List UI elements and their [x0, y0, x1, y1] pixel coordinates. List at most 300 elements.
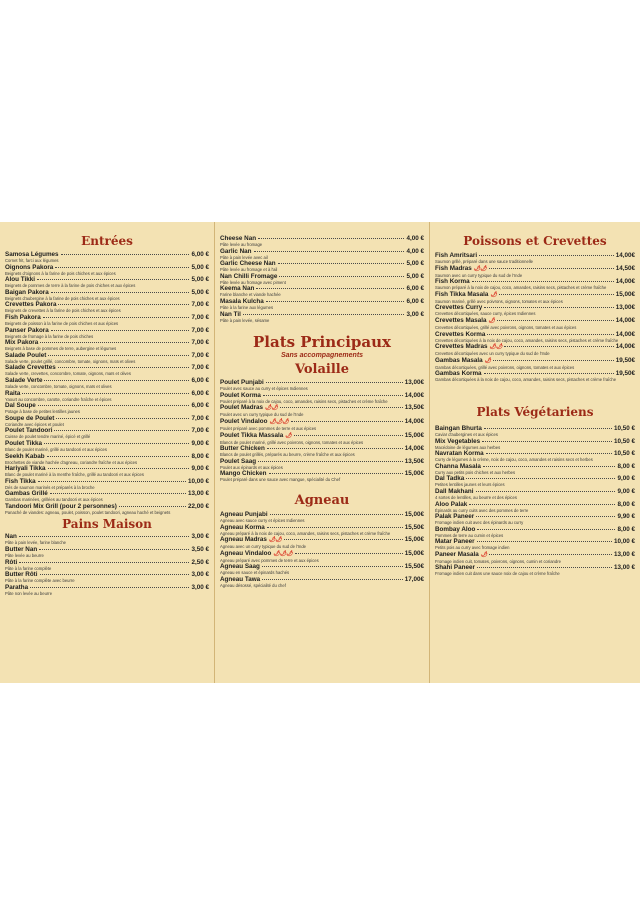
menu-section [5, 234, 209, 515]
dish-price: 5,00 € [406, 272, 424, 280]
dish-name: Paneer Masala [435, 550, 479, 558]
menu-item [435, 513, 635, 520]
dish-price: 6,00 € [406, 297, 424, 305]
dotted-leader [47, 456, 190, 457]
dish-description: Salade verte, concombre, tomate, oignons, maïs et olives [5, 383, 112, 389]
dish-name: Paratha [5, 583, 29, 591]
dish-description: Coriandre avec épices et poulet [5, 421, 64, 427]
dish-description: Gambas marinées, grillées au tandoori et aux épices [5, 497, 103, 503]
menu-item [5, 276, 209, 283]
dish-description: Poulet avec sauce au curry et épices Indiennes [220, 386, 308, 392]
dotted-leader [499, 294, 614, 295]
menu-item [220, 260, 424, 267]
dish-name: Oignons Pakora [5, 263, 54, 271]
dotted-leader [256, 288, 404, 289]
dish-price: 3,00 € [191, 571, 209, 579]
dish-name: Butter Chicken [220, 445, 265, 453]
dotted-leader [43, 317, 190, 318]
dish-price: 7,00 € [191, 326, 209, 334]
dotted-leader [38, 481, 186, 482]
dotted-leader [477, 567, 612, 568]
dotted-leader [487, 334, 613, 335]
dotted-leader [266, 382, 403, 383]
dish-price: 10,00 € [613, 538, 635, 546]
dish-price: 6,00 € [191, 389, 209, 397]
menu-item [220, 248, 424, 255]
menu-item [220, 536, 424, 544]
menu-section [220, 362, 424, 483]
dish-name: Gambas Korma [435, 370, 482, 378]
menu-item [5, 415, 209, 422]
dish-price: 6,00 € [191, 376, 209, 384]
menu-item [220, 470, 424, 477]
dish-description: Blanc de poulet mariné, grillé au tandoori et aux épices [5, 446, 107, 452]
dish-price: 8,00 € [191, 452, 209, 460]
dish-price: 19,50€ [615, 356, 635, 364]
dish-description: Agneau avec sauce curry et épices Indiennes [220, 517, 305, 523]
dish-price: 15,00€ [404, 431, 424, 439]
dish-description: Poulet aux épinards et aux épices [220, 464, 283, 470]
dish-description: Beignets d'aubergine à la farine de pois chiches et aux épices [5, 295, 120, 301]
dish-price: 13,00 € [187, 490, 209, 498]
dish-name: Navratan Korma [435, 450, 484, 458]
dish-name: Raita [5, 389, 21, 397]
dish-name: Garlic Cheese Nan [220, 260, 276, 268]
dotted-leader [497, 320, 614, 321]
dotted-leader [19, 562, 189, 563]
dish-description: Salade verte, crevettes, concombre, tomate, oignons, maïs et olives [5, 371, 131, 377]
dish-description: Crevettes décortiquées, sauce curry, épices Indiennes [435, 311, 536, 317]
menu-item [5, 546, 209, 553]
dotted-leader [258, 461, 403, 462]
dish-name: Salade Crevettes [5, 364, 56, 372]
dish-price: 14,00€ [615, 316, 635, 324]
dish-name: Salade Poulet [5, 351, 47, 359]
dish-price: 4,00 € [406, 247, 424, 255]
dish-name: Samosa Légumes [5, 251, 59, 258]
menu-column-1 [0, 222, 215, 683]
dish-name: Fish Pakora [5, 313, 41, 321]
dish-name: Poulet Tikka [5, 439, 42, 447]
menu-item [435, 450, 635, 457]
dish-description: Poulet préparé à la noix de cajou, coco, amandes, raisins secs, pistaches et crème fraîche [220, 398, 388, 404]
dish-name: Keema Nan [220, 285, 255, 293]
dish-name: Butter Nan [5, 546, 38, 554]
dish-price: 15,00€ [404, 549, 424, 557]
menu-item [5, 440, 209, 447]
dotted-leader [48, 468, 190, 469]
chili-pepper-icon: 🌶🌶 [489, 344, 503, 351]
dotted-leader [469, 504, 615, 505]
dish-price: 14,00€ [404, 445, 424, 453]
dish-price: 2,50 € [191, 558, 209, 566]
dish-name: Butter Rôti [5, 571, 38, 579]
dish-price: 7,00 € [191, 351, 209, 359]
dish-price: 7,00 € [191, 301, 209, 309]
dish-description: Saumon préparé à la noix de cajou, coco, amandes, raisins secs, pistaches et crème fraîche [435, 285, 607, 291]
section-title: Plats Principaux [253, 333, 391, 352]
dotted-leader [54, 430, 189, 431]
dotted-leader [269, 473, 403, 474]
dish-price: 9,00 € [617, 487, 635, 495]
menu-item [220, 576, 424, 583]
dish-description: Gambas décortiquées, grillé avec poivrons, oignons, tomates et aux épices [435, 364, 575, 370]
dish-name: Poulet Tikka Massala [220, 431, 284, 439]
dotted-leader [262, 566, 403, 567]
dish-description: Pâte à la farine complète avec beurre [5, 578, 75, 584]
menu-item [5, 465, 209, 472]
dish-description: Crevettes décortiquées à la noix de cajou, coco, amandes, raisins secs, pistaches et crème fraîche [435, 337, 619, 343]
dotted-leader [243, 314, 405, 315]
dish-price: 8,00 € [617, 500, 635, 508]
menu-item [435, 564, 635, 571]
dish-name: Agneau Saag [220, 563, 260, 571]
dish-price: 15,00€ [615, 290, 635, 298]
dish-name: Mix Pakora [5, 339, 39, 347]
menu-item [435, 538, 635, 545]
chili-pepper-icon: 🌶🌶🌶 [269, 418, 289, 425]
dish-name: Poulet Tandoori [5, 427, 53, 435]
menu-item [5, 584, 209, 591]
menu-item [5, 352, 209, 359]
dish-price: 15,50€ [404, 523, 424, 531]
menu-section [435, 405, 635, 577]
chili-pepper-icon: 🌶 [488, 317, 495, 324]
menu-item [220, 563, 424, 570]
dish-price: 7,00 € [191, 364, 209, 372]
dotted-leader [489, 554, 612, 555]
dish-name: Agneau Tawa [220, 575, 261, 583]
dish-name: Garlic Nan [220, 247, 252, 255]
dish-description: Cornet frit, farci aux légumes [5, 258, 59, 263]
dish-description: Fromage indien cuit, tomates, poivrons, oignons, cumin et coriandre [435, 558, 561, 564]
dish-price: 10,50 € [613, 424, 635, 432]
dish-name: Nan Til [220, 310, 241, 318]
dish-description: Pâte levée au fromage [220, 242, 263, 247]
dish-name: Gambas Grillé [5, 490, 48, 498]
dish-price: 5,00 € [191, 263, 209, 271]
dotted-leader [254, 251, 405, 252]
dish-name: Poulet Saag [220, 457, 257, 465]
dish-price: 7,00 € [191, 313, 209, 321]
menu-item [435, 278, 635, 285]
dotted-leader [294, 435, 403, 436]
chili-pepper-icon: 🌶 [480, 551, 488, 558]
dish-price: 10,00 € [187, 477, 209, 485]
dish-name: Matar Paneer [435, 538, 475, 546]
dish-description: Dés de saumon marinés et préparés à la broche [5, 484, 95, 490]
dotted-leader [466, 478, 615, 479]
dish-price: 9,00 € [191, 439, 209, 447]
dish-description: Crevettes décortiquées avec un curry typique du sud de l'Inde [435, 351, 550, 357]
dotted-leader [51, 330, 190, 331]
menu-item [5, 571, 209, 578]
dish-description: Poulet préparé avec pommes de terre et aux épices [220, 425, 317, 431]
section-title: Plats Végétariens [476, 404, 594, 419]
dish-description: Beignets de crevettes à la farine de pois chiches et aux épices [5, 308, 121, 314]
dish-name: Channa Masala [435, 462, 481, 470]
dish-description: Épinards au curry cuits avec des pommes de terre [435, 507, 529, 513]
menu-item [220, 235, 424, 242]
dish-description: Beignets d'oignons à la farine de pois chiches et aux épices [5, 270, 116, 276]
dotted-leader [30, 587, 189, 588]
dish-price: 4,00 € [406, 235, 424, 242]
dish-description: Beignets de pommes de terre à la farine de pois chiches et aux épices [5, 283, 136, 289]
chili-pepper-icon: 🌶🌶 [268, 537, 282, 544]
dotted-leader [119, 506, 186, 507]
dish-description: Curry de légumes à la crème, noix de cajou, coco, amandes et raisins secs et herbes [435, 457, 593, 463]
dish-name: Hariyali Tikka [5, 465, 46, 473]
dish-price: 13,00 € [613, 550, 635, 558]
menu-section [220, 235, 424, 323]
dish-name: Fish Korma [435, 278, 470, 286]
dotted-leader [280, 407, 403, 408]
menu-item [435, 343, 635, 351]
dish-price: 9,00 € [191, 465, 209, 473]
dish-description: Agneau avec un curry typique du sud de l'Inde [220, 544, 307, 550]
dotted-leader [476, 516, 615, 517]
dotted-leader [44, 380, 189, 381]
dish-description: Beignets de fromage à la farine de pois chiches [5, 333, 94, 339]
dish-description: Pâte à la farine aux légumes [220, 304, 274, 310]
menu-item [435, 526, 635, 533]
menu-item [435, 425, 635, 432]
dotted-leader [278, 263, 405, 264]
menu-item [220, 404, 424, 412]
menu-item [220, 524, 424, 531]
menu-item [435, 551, 635, 559]
dish-name: Salade Verte [5, 376, 43, 384]
dotted-leader [279, 276, 404, 277]
menu-item [220, 550, 424, 558]
dish-description: Saumon grillé, préparé dans une sauce traditionnelle [435, 259, 534, 264]
dish-name: Agneau Punjabi [220, 510, 268, 518]
dotted-leader [482, 441, 612, 442]
dish-price: 3,00 € [406, 310, 424, 318]
dish-description: Agneau préparé avec pommes de terre et aux épices [220, 557, 319, 563]
dish-description: Brochettes de viande hachée d'agneau, coriandre fraîche et aux épices [5, 459, 138, 465]
dish-name: Poulet Punjabi [220, 379, 264, 387]
menu-item [5, 251, 209, 258]
dish-name: Dal Soupe [5, 402, 36, 410]
dish-name: Bombay Aloo [435, 525, 476, 533]
menu-item [5, 314, 209, 321]
dotted-leader [48, 355, 189, 356]
menu-item [5, 453, 209, 460]
dish-description: Agneau en sauce et épinards hachés [220, 570, 290, 576]
dish-description: Pâte levée au beurre [5, 553, 44, 559]
menu-item [5, 264, 209, 271]
dish-price: 14,00€ [615, 330, 635, 338]
dotted-leader [267, 448, 403, 449]
menu-item [5, 533, 209, 540]
dish-description: Agneau préparé à la noix de cajou, coco, amandes, raisins secs, pistaches et crème fraîche [220, 530, 391, 536]
dish-description: Blancs de poulet grillés, préparés au beurre, crème fraîche et aux épices [220, 452, 355, 458]
dotted-leader [476, 491, 616, 492]
dish-name: Poulet Madras [220, 404, 264, 412]
dish-name: Fish Amritsari [435, 252, 478, 259]
dish-price: 9,90 € [617, 513, 635, 521]
dotted-leader [61, 254, 190, 255]
menu-item [220, 511, 424, 518]
dotted-leader [258, 238, 404, 239]
chili-pepper-icon: 🌶🌶🌶 [273, 550, 293, 557]
dish-description: Blancs de poulet mariné, grillé avec poivrons, oignons, tomates et aux épices [220, 439, 364, 445]
menu-item [220, 458, 424, 465]
menu-item [220, 298, 424, 305]
dish-name: Mix Vegetables [435, 437, 481, 445]
dish-price: 14,50€ [615, 264, 635, 272]
menu-item [435, 475, 635, 482]
dish-description: Macédoine de légumes aux herbes [435, 444, 501, 450]
dotted-leader [58, 367, 190, 368]
menu-item [220, 445, 424, 452]
dotted-leader [504, 346, 613, 347]
dish-description: Curry aux petits pois chiches et aux herbes [435, 469, 516, 475]
dish-price: 5,00 € [406, 260, 424, 268]
dish-name: Seekh Kabab [5, 452, 45, 460]
dish-price: 6,00 € [191, 251, 209, 258]
dish-description: Beignets à base de pommes de terre, aubergine et légumes [5, 346, 117, 352]
dish-description: Petits pois au curry avec fromage indien [435, 545, 510, 551]
dish-name: Crevettes Pakora [5, 301, 57, 309]
dish-price: 14,00€ [615, 252, 635, 259]
dish-description: Blanc de poulet mariné à la menthe fraîche, grillé au tandoori et aux épices [5, 472, 144, 478]
menu-item [220, 418, 424, 426]
dish-name: Rôti [5, 558, 18, 566]
dish-name: Aloo Palak [435, 500, 468, 508]
dotted-leader [484, 373, 614, 374]
section-title: Poissons et Crevettes [463, 234, 607, 248]
menu-item [5, 390, 209, 397]
menu-section [220, 333, 424, 359]
dish-name: Alou Tikki [5, 276, 35, 284]
dish-description: Saumon avec un curry typique du sud de l'Inde [435, 272, 523, 278]
dish-name: Crevettes Korma [435, 330, 486, 338]
menu-item [220, 379, 424, 386]
section-subtitle: Sans accompagnements [280, 352, 364, 360]
menu-item [435, 438, 635, 445]
section-title: Agneau [294, 492, 350, 508]
dish-description: Pâte à pain levée avec ail [220, 254, 268, 260]
dotted-leader [284, 539, 403, 540]
chili-pepper-icon: 🌶🌶 [265, 405, 279, 412]
menu-item [220, 392, 424, 399]
dotted-leader [55, 267, 189, 268]
menu-item [435, 370, 635, 377]
dish-price: 3,00 € [191, 533, 209, 541]
menu-item [5, 339, 209, 346]
menu-item [435, 357, 635, 365]
dish-name: Dal Tadka [435, 475, 465, 483]
menu-item [435, 463, 635, 470]
dotted-leader [22, 393, 189, 394]
dish-price: 6,00 € [191, 402, 209, 410]
dish-name: Agneau Korma [220, 523, 265, 531]
chili-pepper-icon: 🌶 [285, 432, 292, 439]
dish-price: 7,00 € [191, 339, 209, 347]
dish-price: 5,00 € [191, 276, 209, 284]
menu-item [5, 402, 209, 409]
menu-item [5, 478, 209, 485]
dotted-leader [19, 536, 190, 537]
dish-price: 14,00€ [615, 343, 635, 351]
dish-description: Salade verte, poulet grillé, concombre, tomate, oignons, maïs et olives [5, 358, 136, 364]
menu-column-2 [215, 222, 430, 683]
dish-price: 14,00€ [615, 278, 635, 286]
dish-name: Baigan Pakora [5, 288, 49, 296]
menu-section [435, 234, 635, 383]
dish-name: Crevettes Masala [435, 316, 487, 324]
dish-price: 14,00€ [404, 417, 424, 425]
section-title: Entrées [81, 234, 133, 248]
dish-description: Cuisse de poulet tendre mariné, épicé et grillé [5, 434, 91, 440]
dish-description: Pâte à la farine complète [5, 565, 52, 571]
dish-price: 13,00 € [613, 564, 635, 572]
dish-name: Panser Pakora [5, 326, 49, 334]
section-title: Pains Maison [62, 517, 152, 532]
menu-sheet [0, 222, 640, 683]
dish-description: Pâte non levée au beurre [5, 590, 53, 596]
dotted-leader [44, 443, 190, 444]
dotted-leader [291, 421, 403, 422]
dish-name: Baingan Bhurta [435, 424, 482, 432]
menu-item [435, 488, 635, 495]
dotted-leader [493, 360, 614, 361]
dotted-leader [472, 281, 614, 282]
dish-price: 15,00€ [404, 510, 424, 518]
dish-name: Crevettes Curry [435, 304, 483, 312]
dotted-leader [270, 514, 403, 515]
dish-description: Fromage indien cuit avec des épinards au curry [435, 520, 524, 526]
dish-description: Agneau désossé, spécialité du chef [220, 582, 286, 588]
dish-price: 14,00€ [404, 391, 424, 399]
menu-item [220, 432, 424, 440]
dish-price: 19,50€ [615, 370, 635, 378]
dish-description: Pâte levée au fromage avec piment [220, 279, 286, 285]
dotted-leader [477, 529, 615, 530]
dish-price: 13,00€ [404, 379, 424, 387]
dish-price: 9,00 € [617, 475, 635, 483]
dish-name: Nan Chilli Fromage [220, 272, 278, 280]
dish-name: Gambas Masala [435, 356, 483, 364]
chili-pepper-icon: 🌶 [484, 357, 492, 364]
dotted-leader [56, 418, 189, 419]
dish-description: Petites lentilles jaunes et leurs épices [435, 482, 505, 488]
dish-name: Fish Tikka Masala [435, 290, 489, 298]
menu-item [220, 285, 424, 292]
dish-name: Dall Makhani [435, 487, 474, 495]
dish-name: Fish Tikka [5, 477, 36, 485]
dish-price: 22,00 € [187, 502, 209, 510]
chili-pepper-icon: 🌶 [490, 291, 497, 298]
dish-description: Pâte levée au fromage et à l'ail [220, 267, 278, 273]
dotted-leader [40, 342, 189, 343]
dish-name: Palak Paneer [435, 513, 475, 521]
dish-name: Agneau Vindaloo [220, 549, 272, 557]
dotted-leader [479, 255, 614, 256]
dish-description: Poulet avec un curry typique du sud de l'Inde [220, 412, 304, 418]
dotted-leader [295, 553, 403, 554]
dish-name: Soupe de Poulet [5, 414, 55, 422]
dish-price: 10,50 € [613, 437, 635, 445]
menu-section [5, 517, 209, 596]
menu-item [435, 265, 635, 273]
dish-name: Agneau Madras [220, 536, 267, 544]
dish-price: 15,00€ [404, 536, 424, 544]
dish-description: Pâte à pain levée, sésame [220, 317, 270, 323]
menu-section [220, 493, 424, 589]
